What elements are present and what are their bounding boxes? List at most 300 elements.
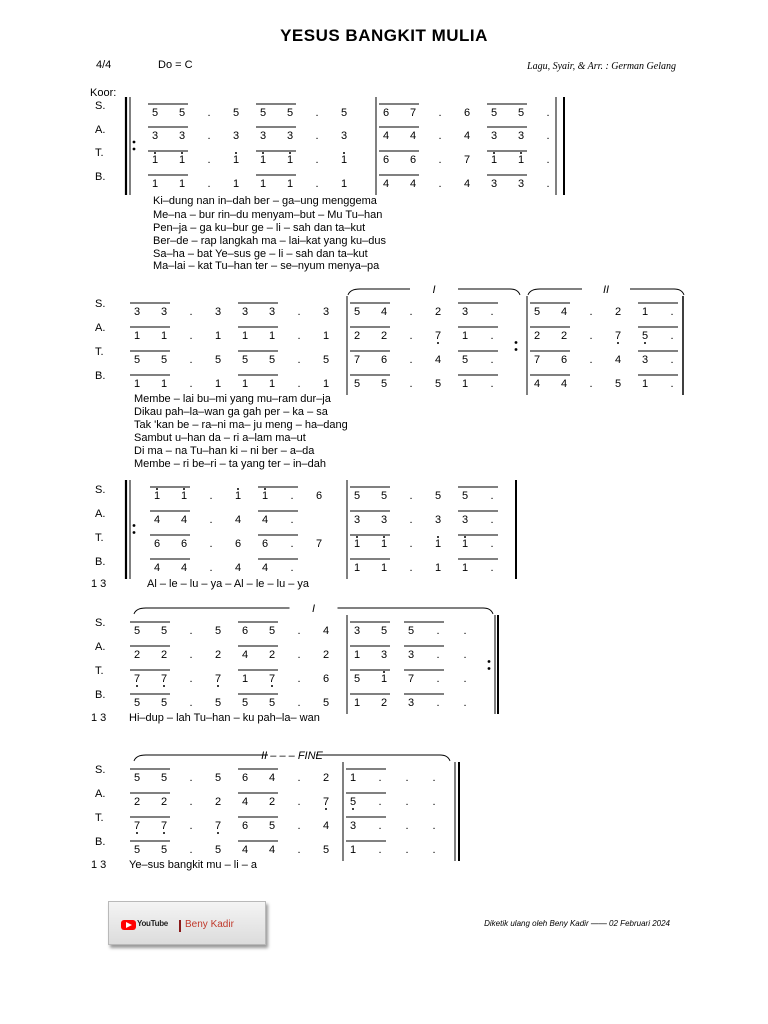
cipher-note: 1 bbox=[261, 490, 269, 502]
lyric-line: Di ma – na Tu–han ki – ni ber – a–da bbox=[134, 445, 315, 457]
choir-label: Koor: bbox=[90, 87, 117, 99]
cipher-note: . bbox=[490, 538, 494, 550]
cipher-note: 5 bbox=[214, 625, 222, 637]
lyric-line: Tak 'kan be – ra–ni ma– ju meng – ha–dang bbox=[134, 419, 348, 431]
cipher-note: 7 bbox=[322, 796, 330, 808]
cipher-note: 4 bbox=[382, 178, 390, 190]
cipher-note: . bbox=[189, 306, 193, 318]
cipher-note: 1 bbox=[349, 772, 357, 784]
cipher-note: . bbox=[189, 772, 193, 784]
cipher-note: 1 bbox=[241, 673, 249, 685]
cipher-note: . bbox=[432, 844, 436, 856]
cipher-note: . bbox=[436, 697, 440, 709]
cipher-note: 3 bbox=[340, 130, 348, 142]
cipher-note: 5 bbox=[380, 490, 388, 502]
voice-label-soprano: S. bbox=[95, 298, 106, 310]
cipher-note: 2 bbox=[353, 330, 361, 342]
cipher-note: . bbox=[297, 772, 301, 784]
cipher-note: . bbox=[209, 538, 213, 550]
cipher-note: 3 bbox=[407, 697, 415, 709]
cipher-note: 1 bbox=[286, 154, 294, 166]
cipher-note: . bbox=[189, 844, 193, 856]
octave-dot-above bbox=[262, 152, 264, 154]
cipher-note: . bbox=[189, 625, 193, 637]
time-signature: 4/4 bbox=[96, 59, 112, 71]
cipher-note: . bbox=[546, 178, 550, 190]
repeat-dot bbox=[133, 148, 136, 151]
cipher-note: . bbox=[546, 107, 550, 119]
cipher-note: 1 bbox=[461, 538, 469, 550]
footer-note: Diketik ulang oleh Beny Kadir —— 02 Februari 2024 bbox=[484, 919, 670, 928]
cipher-note: 5 bbox=[533, 306, 541, 318]
cipher-note: . bbox=[378, 844, 382, 856]
youtube-wordmark: YouTube bbox=[137, 919, 168, 928]
cipher-note: 1 bbox=[641, 378, 649, 390]
cipher-note: 4 bbox=[614, 354, 622, 366]
cipher-note: 1 bbox=[380, 562, 388, 574]
cipher-note: . bbox=[189, 649, 193, 661]
voice-label-alto: A. bbox=[95, 124, 106, 136]
octave-dot-below bbox=[271, 685, 273, 687]
cipher-note: . bbox=[436, 673, 440, 685]
cipher-note: . bbox=[490, 330, 494, 342]
cipher-note: 5 bbox=[322, 354, 330, 366]
cipher-note: 3 bbox=[232, 130, 240, 142]
cipher-note: . bbox=[297, 796, 301, 808]
cipher-note: 1 bbox=[353, 562, 361, 574]
lyric-line: Ki–dung nan in–dah ber – ga–ung menggema bbox=[153, 195, 377, 207]
cipher-note: 3 bbox=[490, 178, 498, 190]
cipher-note: 4 bbox=[153, 562, 161, 574]
cipher-note: 1 bbox=[178, 178, 186, 190]
cipher-note: 5 bbox=[160, 772, 168, 784]
cipher-note: . bbox=[409, 490, 413, 502]
cipher-note: 3 bbox=[517, 130, 525, 142]
cipher-note: 4 bbox=[560, 378, 568, 390]
lyric-line: Al – le – lu – ya – Al – le – lu – ya bbox=[147, 578, 310, 590]
voice-label-tenor: T. bbox=[95, 665, 104, 677]
cipher-note: 1 bbox=[490, 154, 498, 166]
octave-dot-above bbox=[437, 536, 439, 538]
cipher-note: 6 bbox=[380, 354, 388, 366]
cipher-note: 4 bbox=[380, 306, 388, 318]
repeat-dot bbox=[488, 667, 491, 670]
cipher-note: . bbox=[409, 306, 413, 318]
octave-dot-above bbox=[264, 488, 266, 490]
cipher-note: 1 bbox=[153, 490, 161, 502]
voice-label-bass: B. bbox=[95, 556, 106, 568]
cipher-note: 5 bbox=[340, 107, 348, 119]
cipher-note: 3 bbox=[322, 306, 330, 318]
cipher-note: 5 bbox=[160, 844, 168, 856]
cipher-note: . bbox=[189, 354, 193, 366]
cipher-note: 5 bbox=[614, 378, 622, 390]
cipher-note: 6 bbox=[560, 354, 568, 366]
voice-label-soprano: S. bbox=[95, 100, 106, 112]
cipher-note: . bbox=[209, 562, 213, 574]
cipher-note: 2 bbox=[322, 772, 330, 784]
cipher-note: 4 bbox=[322, 820, 330, 832]
cipher-note: . bbox=[670, 306, 674, 318]
cipher-note: 6 bbox=[382, 154, 390, 166]
cipher-note: 5 bbox=[490, 107, 498, 119]
cipher-note: 5 bbox=[380, 378, 388, 390]
cipher-note: . bbox=[438, 107, 442, 119]
cipher-note: 1 bbox=[353, 649, 361, 661]
cipher-note: 1 bbox=[434, 538, 442, 550]
cipher-note: 3 bbox=[434, 514, 442, 526]
cipher-note: 4 bbox=[241, 649, 249, 661]
cipher-note: . bbox=[290, 490, 294, 502]
cipher-note: 1 bbox=[133, 330, 141, 342]
cipher-note: 6 bbox=[382, 107, 390, 119]
octave-dot-above bbox=[235, 152, 237, 154]
cipher-note: . bbox=[438, 178, 442, 190]
cipher-note: 3 bbox=[178, 130, 186, 142]
lyric-line: Ma–lai – kat Tu–han ter – se–nyum menya–pa bbox=[153, 260, 380, 272]
cipher-note: 5 bbox=[434, 490, 442, 502]
octave-dot-above bbox=[520, 152, 522, 154]
cipher-note: . bbox=[670, 378, 674, 390]
repeat-dot bbox=[133, 141, 136, 144]
cipher-note: 5 bbox=[133, 625, 141, 637]
cipher-note: 7 bbox=[160, 820, 168, 832]
octave-dot-below bbox=[136, 685, 138, 687]
cipher-note: . bbox=[315, 178, 319, 190]
cipher-note: . bbox=[297, 649, 301, 661]
cipher-note: 4 bbox=[261, 562, 269, 574]
repeat-dot bbox=[515, 341, 518, 344]
cipher-note: 5 bbox=[133, 697, 141, 709]
cipher-note: 4 bbox=[234, 514, 242, 526]
cipher-note: 5 bbox=[641, 330, 649, 342]
cipher-note: . bbox=[189, 796, 193, 808]
cipher-note: . bbox=[490, 562, 494, 574]
cipher-note: 5 bbox=[407, 625, 415, 637]
cipher-note: 2 bbox=[214, 649, 222, 661]
cipher-note: 1 bbox=[214, 330, 222, 342]
cipher-note: . bbox=[315, 130, 319, 142]
cipher-note: 3 bbox=[286, 130, 294, 142]
cipher-note: . bbox=[189, 378, 193, 390]
cipher-note: 3 bbox=[380, 514, 388, 526]
cipher-note: 5 bbox=[353, 673, 361, 685]
cipher-note: 1 bbox=[353, 697, 361, 709]
cipher-note: . bbox=[207, 178, 211, 190]
octave-dot-above bbox=[237, 488, 239, 490]
octave-dot-above bbox=[181, 152, 183, 154]
cipher-note: 1 bbox=[322, 378, 330, 390]
cipher-note: . bbox=[490, 378, 494, 390]
cipher-note: . bbox=[290, 562, 294, 574]
octave-dot-above bbox=[183, 488, 185, 490]
volta-label: II – – – FINE bbox=[261, 750, 323, 762]
cipher-note: 1 bbox=[151, 154, 159, 166]
volta-label: I bbox=[311, 603, 316, 615]
cipher-note: . bbox=[670, 330, 674, 342]
cipher-note: 3 bbox=[259, 130, 267, 142]
cipher-note: . bbox=[405, 772, 409, 784]
cipher-note: 2 bbox=[434, 306, 442, 318]
cipher-note: 3 bbox=[461, 514, 469, 526]
cipher-note: 1 bbox=[268, 378, 276, 390]
cipher-note: . bbox=[290, 514, 294, 526]
cipher-note: . bbox=[438, 154, 442, 166]
voice-label-bass: B. bbox=[95, 370, 106, 382]
cipher-note: 6 bbox=[315, 490, 323, 502]
cipher-note: 5 bbox=[517, 107, 525, 119]
cipher-note: 1 bbox=[434, 562, 442, 574]
channel-name: Beny Kadir bbox=[185, 919, 234, 930]
cipher-note: 2 bbox=[133, 796, 141, 808]
cipher-note: . bbox=[297, 378, 301, 390]
cipher-note: 5 bbox=[353, 306, 361, 318]
cipher-note: 4 bbox=[268, 772, 276, 784]
cipher-note: . bbox=[409, 330, 413, 342]
cipher-note: . bbox=[490, 354, 494, 366]
cipher-note: 5 bbox=[214, 844, 222, 856]
cipher-note: 1 bbox=[180, 490, 188, 502]
cipher-note: 7 bbox=[315, 538, 323, 550]
cipher-note: 4 bbox=[409, 130, 417, 142]
cipher-note: 5 bbox=[286, 107, 294, 119]
voice-label-bass: B. bbox=[95, 689, 106, 701]
cipher-note: 6 bbox=[322, 673, 330, 685]
lyric-line: Ber–de – rap langkah ma – lai–kat yang ku–dus bbox=[153, 235, 386, 247]
cipher-note: 2 bbox=[133, 649, 141, 661]
cipher-note: 1 bbox=[322, 330, 330, 342]
cipher-note: . bbox=[297, 330, 301, 342]
cipher-note: 5 bbox=[353, 490, 361, 502]
cipher-note: 1 bbox=[241, 378, 249, 390]
cipher-note: 1 bbox=[461, 330, 469, 342]
composer-credit: Lagu, Syair, & Arr. : German Gelang bbox=[527, 61, 676, 72]
cipher-note: 1 bbox=[340, 154, 348, 166]
cipher-note: 1 bbox=[517, 154, 525, 166]
octave-dot-below bbox=[217, 832, 219, 834]
cipher-note: . bbox=[490, 306, 494, 318]
voice-label-soprano: S. bbox=[95, 484, 106, 496]
volta-label: II bbox=[602, 284, 610, 296]
cipher-note: 5 bbox=[214, 354, 222, 366]
cipher-note: . bbox=[290, 538, 294, 550]
cipher-note: . bbox=[409, 562, 413, 574]
cipher-note: . bbox=[409, 538, 413, 550]
cipher-note: 5 bbox=[268, 625, 276, 637]
cipher-note: . bbox=[189, 820, 193, 832]
cipher-note: 1 bbox=[241, 330, 249, 342]
cipher-note: 1 bbox=[353, 538, 361, 550]
cipher-note: 4 bbox=[241, 796, 249, 808]
cipher-note: 4 bbox=[463, 130, 471, 142]
cipher-note: . bbox=[463, 673, 467, 685]
octave-dot-below bbox=[437, 342, 439, 344]
cipher-note: 7 bbox=[407, 673, 415, 685]
octave-dot-above bbox=[493, 152, 495, 154]
cipher-note: . bbox=[207, 107, 211, 119]
octave-dot-below bbox=[644, 342, 646, 344]
cipher-note: . bbox=[463, 625, 467, 637]
octave-dot-below bbox=[163, 832, 165, 834]
cipher-note: 3 bbox=[151, 130, 159, 142]
cipher-note: . bbox=[297, 820, 301, 832]
cipher-note: 3 bbox=[641, 354, 649, 366]
cipher-note: 1 bbox=[286, 178, 294, 190]
cipher-note: 5 bbox=[259, 107, 267, 119]
cipher-note: 5 bbox=[353, 378, 361, 390]
cipher-note: 3 bbox=[133, 306, 141, 318]
cipher-note: 4 bbox=[234, 562, 242, 574]
cipher-note: . bbox=[409, 378, 413, 390]
voice-label-soprano: S. bbox=[95, 764, 106, 776]
lyric-line: Dikau pah–la–wan ga gah per – ka – sa bbox=[134, 406, 328, 418]
cipher-note: 1 bbox=[234, 490, 242, 502]
cipher-note: 5 bbox=[268, 354, 276, 366]
cipher-note: 7 bbox=[409, 107, 417, 119]
cipher-note: 6 bbox=[409, 154, 417, 166]
lyric-line: Sa–ha – bat Ye–sus ge – li – sah dan ta–kut bbox=[153, 248, 368, 260]
cipher-note: . bbox=[490, 490, 494, 502]
cipher-note: 3 bbox=[407, 649, 415, 661]
cipher-note: 3 bbox=[380, 649, 388, 661]
cipher-note: 1 bbox=[340, 178, 348, 190]
cipher-note: 4 bbox=[180, 514, 188, 526]
cipher-note: 1 bbox=[160, 330, 168, 342]
cipher-note: . bbox=[378, 820, 382, 832]
cipher-note: 4 bbox=[409, 178, 417, 190]
cipher-note: . bbox=[405, 796, 409, 808]
cipher-note: . bbox=[432, 820, 436, 832]
cipher-note: . bbox=[589, 306, 593, 318]
voice-label-tenor: T. bbox=[95, 147, 104, 159]
octave-dot-below bbox=[136, 832, 138, 834]
cipher-note: 7 bbox=[214, 820, 222, 832]
cipher-note: 2 bbox=[533, 330, 541, 342]
cipher-note: . bbox=[207, 154, 211, 166]
key-signature: Do = C bbox=[158, 59, 193, 71]
cipher-note: . bbox=[490, 514, 494, 526]
cipher-note: 4 bbox=[533, 378, 541, 390]
cipher-note: 4 bbox=[261, 514, 269, 526]
cipher-note: 7 bbox=[533, 354, 541, 366]
cipher-note: 6 bbox=[463, 107, 471, 119]
voice-label-tenor: T. bbox=[95, 532, 104, 544]
cipher-note: 5 bbox=[160, 697, 168, 709]
cipher-note: 3 bbox=[214, 306, 222, 318]
cipher-note: . bbox=[405, 844, 409, 856]
cipher-note: . bbox=[436, 625, 440, 637]
cipher-note: . bbox=[189, 697, 193, 709]
cipher-note: . bbox=[378, 772, 382, 784]
repeat-dot bbox=[488, 660, 491, 663]
cipher-note: 5 bbox=[133, 772, 141, 784]
cipher-note: 2 bbox=[160, 649, 168, 661]
cipher-note: 3 bbox=[241, 306, 249, 318]
cipher-note: 6 bbox=[241, 772, 249, 784]
lyric-line: Hi–dup – lah Tu–han – ku pah–la– wan bbox=[129, 712, 320, 724]
lyric-line: Me–na – bur rin–du menyam–but – Mu Tu–han bbox=[153, 209, 383, 221]
cipher-note: 4 bbox=[434, 354, 442, 366]
cipher-note: 5 bbox=[151, 107, 159, 119]
cipher-note: . bbox=[589, 354, 593, 366]
octave-dot-above bbox=[154, 152, 156, 154]
cipher-note: 3 bbox=[490, 130, 498, 142]
cipher-note: . bbox=[432, 772, 436, 784]
cipher-note: 6 bbox=[261, 538, 269, 550]
cipher-note: 5 bbox=[214, 697, 222, 709]
voice-label-alto: A. bbox=[95, 508, 106, 520]
octave-dot-above bbox=[343, 152, 345, 154]
cipher-note: 1 bbox=[160, 378, 168, 390]
lyric-line: Ye–sus bangkit mu – li – a bbox=[129, 859, 258, 871]
cipher-note: 7 bbox=[268, 673, 276, 685]
cipher-note: 7 bbox=[434, 330, 442, 342]
cipher-note: 5 bbox=[241, 354, 249, 366]
cipher-note: 3 bbox=[160, 306, 168, 318]
octave-dot-above bbox=[383, 671, 385, 673]
cipher-note: 5 bbox=[214, 772, 222, 784]
cipher-note: 1 bbox=[259, 178, 267, 190]
cipher-note: 1 bbox=[380, 538, 388, 550]
cipher-note: 6 bbox=[153, 538, 161, 550]
cipher-note: 5 bbox=[461, 354, 469, 366]
cipher-note: 1 bbox=[178, 154, 186, 166]
cipher-note: 3 bbox=[353, 514, 361, 526]
cipher-note: 7 bbox=[353, 354, 361, 366]
repeat-dot bbox=[515, 348, 518, 351]
cipher-note: 7 bbox=[133, 820, 141, 832]
cipher-note: 5 bbox=[133, 844, 141, 856]
cipher-note: 2 bbox=[380, 330, 388, 342]
lyric-line: Membe – ri be–ri – ta yang ter – in–dah bbox=[134, 458, 327, 470]
octave-dot-below bbox=[217, 685, 219, 687]
cipher-note: 6 bbox=[180, 538, 188, 550]
cipher-note: . bbox=[189, 673, 193, 685]
cipher-note: . bbox=[297, 673, 301, 685]
lyric-line: Pen–ja – ga ku–bur ge – li – sah dan ta–kut bbox=[153, 222, 366, 234]
cipher-note: 1 bbox=[461, 562, 469, 574]
cipher-note: 5 bbox=[232, 107, 240, 119]
cipher-note: 2 bbox=[560, 330, 568, 342]
cipher-note: 3 bbox=[461, 306, 469, 318]
octave-dot-above bbox=[356, 536, 358, 538]
cipher-note: 2 bbox=[380, 697, 388, 709]
cipher-note: . bbox=[589, 330, 593, 342]
cipher-note: . bbox=[315, 154, 319, 166]
cipher-note: 7 bbox=[614, 330, 622, 342]
cipher-note: 2 bbox=[268, 796, 276, 808]
cipher-note: 5 bbox=[434, 378, 442, 390]
cipher-note: 6 bbox=[241, 625, 249, 637]
cipher-note: 2 bbox=[214, 796, 222, 808]
voice-label-alto: A. bbox=[95, 322, 106, 334]
cipher-note: . bbox=[209, 490, 213, 502]
voice-label-bass: B. bbox=[95, 836, 106, 848]
cipher-note: 5 bbox=[160, 354, 168, 366]
cipher-note: . bbox=[297, 306, 301, 318]
cipher-note: 3 bbox=[517, 178, 525, 190]
cipher-note: 5 bbox=[461, 490, 469, 502]
cipher-note: 1 bbox=[214, 378, 222, 390]
cipher-note: 1 bbox=[259, 154, 267, 166]
cipher-note: 7 bbox=[160, 673, 168, 685]
verse-ref: 1 3 bbox=[91, 712, 107, 724]
cipher-note: . bbox=[189, 330, 193, 342]
octave-dot-below bbox=[617, 342, 619, 344]
cipher-note: . bbox=[438, 130, 442, 142]
octave-dot-below bbox=[325, 808, 327, 810]
voice-label-soprano: S. bbox=[95, 617, 106, 629]
